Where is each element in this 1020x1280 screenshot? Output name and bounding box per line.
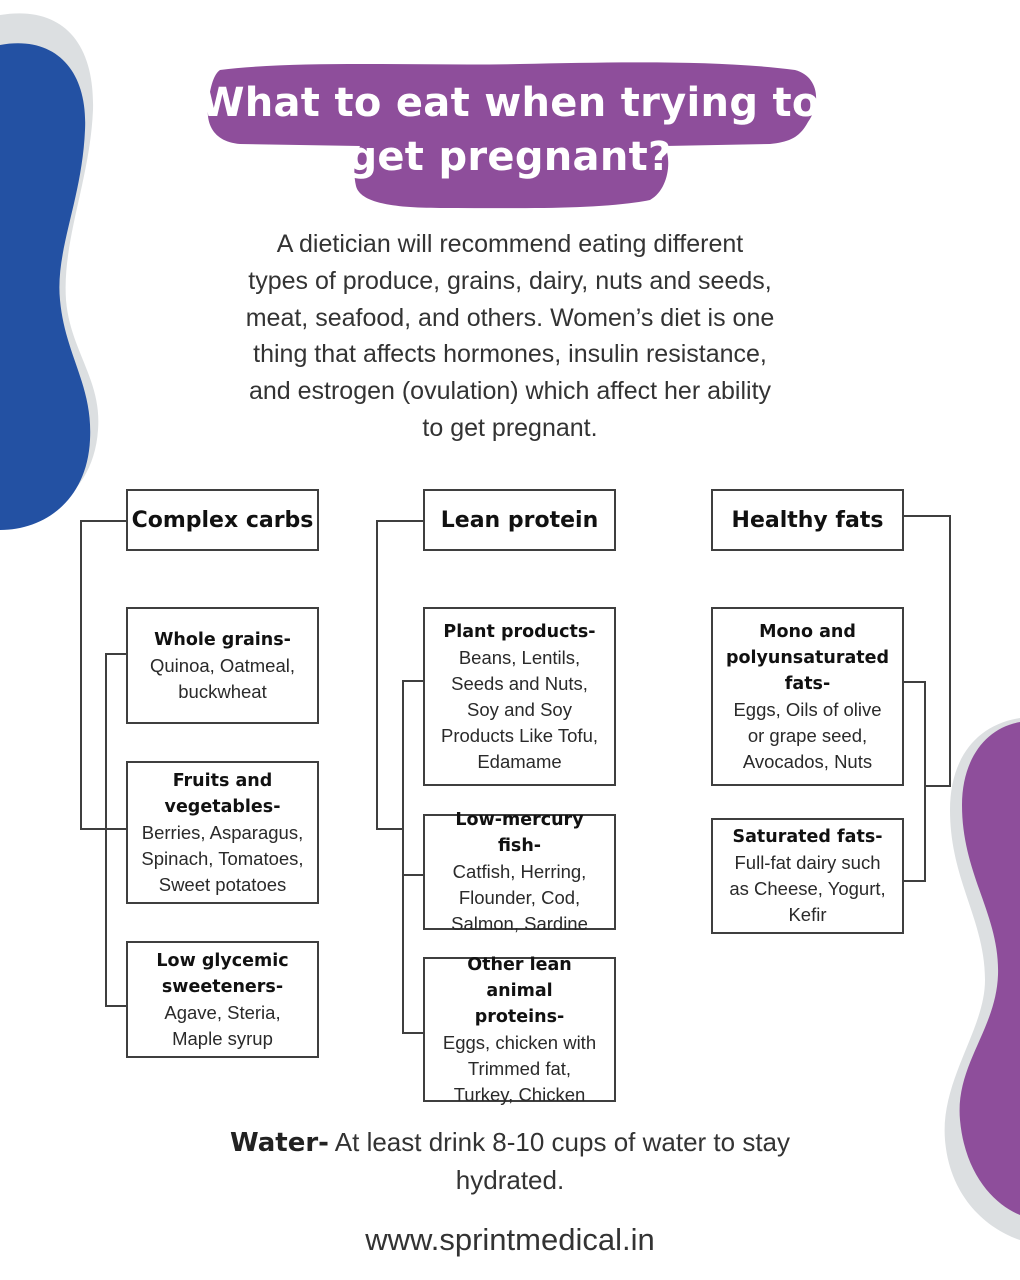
connector	[80, 828, 128, 830]
connector	[903, 515, 951, 517]
connector	[105, 653, 128, 655]
item-label: Fruits and	[172, 770, 273, 791]
item-text: buckwheat	[178, 680, 267, 702]
item-text: Turkey, Chicken	[453, 1083, 586, 1105]
connector	[402, 680, 424, 682]
category-lean-protein	[423, 489, 616, 551]
item-text: Sweet potatoes	[158, 873, 287, 895]
connector	[80, 520, 82, 830]
category-title: Complex carbs	[131, 507, 314, 533]
intro-line: and estrogen (ovulation) which affect her ability	[248, 377, 772, 406]
intro-line: meat, seafood, and others. Women’s diet is one	[245, 303, 775, 332]
page-title	[0, 62, 1020, 184]
category-healthy-fats	[711, 489, 904, 551]
connector	[376, 520, 424, 522]
water-text-continued: hydrated.	[455, 1165, 565, 1195]
right-purple-blob	[960, 722, 1020, 1215]
category-title: Healthy fats	[731, 507, 884, 533]
connector	[903, 880, 926, 882]
item-plant-products	[423, 607, 616, 786]
item-text: Flounder, Cod,	[458, 887, 581, 908]
item-label: Plant products-	[443, 621, 596, 642]
item-text: Spinach, Tomatoes,	[141, 847, 304, 869]
connector	[402, 874, 424, 876]
item-text: or grape seed,	[747, 724, 868, 746]
connector	[903, 681, 926, 683]
intro-line: A dietician will recommend eating different	[276, 230, 744, 258]
item-text: Avocados, Nuts	[742, 750, 873, 772]
item-text: Edamame	[477, 750, 562, 772]
item-label: vegetables-	[164, 796, 281, 817]
item-text: Full-fat dairy such	[734, 852, 881, 873]
website-link[interactable]: www.sprintmedical.in	[365, 1222, 655, 1257]
water-text: At least drink 8-10 cups of water to stay	[334, 1127, 790, 1157]
connector	[402, 680, 404, 1034]
title-line-1: What to eat when trying to	[200, 80, 820, 126]
item-text: Catfish, Herring,	[452, 861, 587, 882]
title-banner	[0, 62, 1020, 184]
item-text: Salmon, Sardine	[451, 913, 588, 934]
item-mono-polyunsaturated-fats	[711, 607, 904, 786]
item-label: Mono and	[759, 621, 856, 642]
item-text: Products Like Tofu,	[441, 724, 598, 746]
connector	[924, 681, 926, 882]
item-label: fats-	[784, 673, 831, 694]
item-label: Low glycemic	[156, 950, 289, 971]
item-label: polyunsaturated	[725, 647, 890, 668]
item-text: Soy and Soy	[467, 698, 572, 720]
item-fruits-vegetables	[126, 761, 319, 904]
item-label: Saturated fats-	[732, 827, 883, 847]
item-text: Eggs, Oils of olive	[733, 698, 882, 720]
title-line-2: get pregnant?	[348, 134, 672, 180]
category-complex-carbs	[126, 489, 319, 551]
connector	[925, 785, 951, 787]
item-text: Maple syrup	[172, 1027, 273, 1049]
item-text: Eggs, chicken with	[442, 1031, 597, 1053]
connector	[402, 1032, 424, 1034]
water-label: Water-	[230, 1128, 329, 1158]
intro-paragraph	[200, 226, 820, 447]
item-label: Other lean animal	[467, 954, 572, 1001]
item-text: Berries, Asparagus,	[141, 821, 304, 843]
intro-line: to get pregnant.	[422, 413, 598, 442]
item-label: Low-mercury fish-	[455, 810, 584, 856]
item-low-mercury-fish	[423, 810, 616, 934]
connector	[376, 828, 403, 830]
item-label: sweeteners-	[161, 976, 284, 997]
item-text: Seeds and Nuts,	[451, 672, 588, 694]
item-other-lean-animal-proteins	[423, 954, 616, 1105]
connector	[105, 653, 107, 1007]
item-text: Quinoa, Oatmeal,	[150, 654, 295, 676]
item-text: Trimmed fat,	[467, 1057, 572, 1079]
water-note	[190, 1124, 830, 1199]
connector	[80, 520, 128, 522]
intro-line: types of produce, grains, dairy, nuts and seeds,	[248, 266, 772, 295]
item-text: Agave, Steria,	[164, 1001, 281, 1023]
item-low-glycemic-sweeteners	[126, 941, 319, 1058]
connector	[105, 1005, 128, 1007]
item-label: proteins-	[474, 1006, 565, 1027]
item-text: Beans, Lentils,	[458, 646, 581, 668]
intro-line: thing that affects hormones, insulin resistance,	[253, 340, 767, 369]
category-title: Lean protein	[440, 507, 599, 533]
connector	[949, 515, 951, 787]
item-saturated-fats	[711, 818, 904, 934]
item-text: as Cheese, Yogurt,	[729, 878, 886, 899]
right-shadow-blob	[945, 718, 1020, 1240]
item-text: Kefir	[788, 904, 827, 925]
item-label: Whole grains-	[154, 629, 291, 650]
connector	[376, 520, 378, 830]
item-whole-grains	[126, 607, 319, 724]
